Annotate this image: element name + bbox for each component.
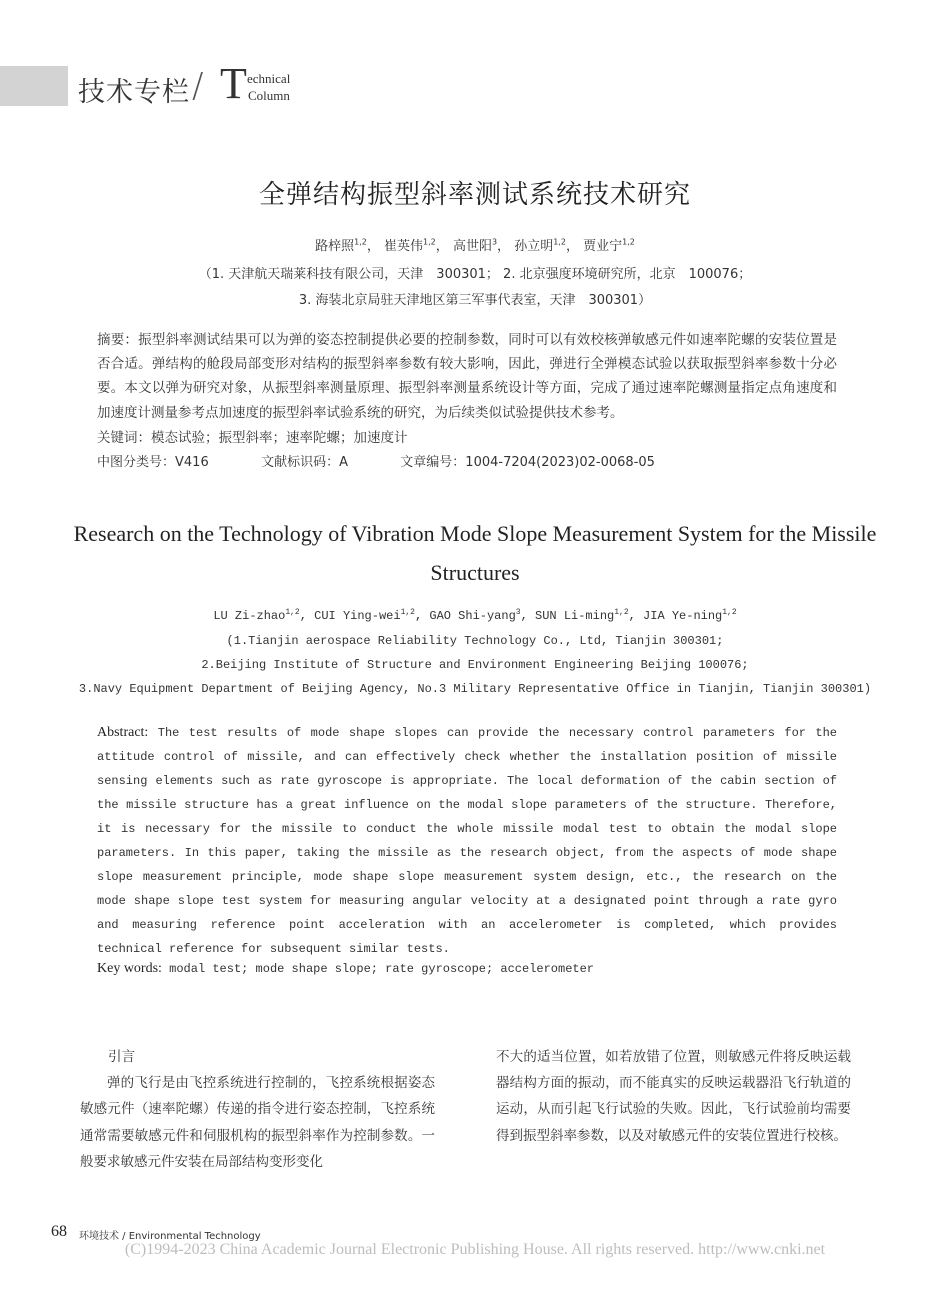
paper-title-en: Research on the Technology of Vibration Mode Slope Measurement System for the Missile Structures — [73, 521, 877, 585]
affiliation-en-line2: 2.Beijing Institute of Structure and Environment Engineering Beijing 100076; — [201, 658, 749, 672]
author-cn: 路梓照$^{1,2}$， — [315, 237, 380, 254]
author-en: LU Zi-zhao$^{1,2}$, — [213, 608, 315, 623]
keywords-en-text: modal test; mode shape slope; rate gyroscope; accelerometer — [169, 962, 595, 976]
keywords-cn — [97, 426, 408, 446]
classification-row — [97, 451, 857, 470]
keywords-en-label: Key words: — [97, 961, 162, 976]
affiliation-cn-line1: （1. 天津航天瑞莱科技有限公司，天津 300301； 2. 北京强度环境研究所，北京 100076； — [198, 267, 752, 282]
author-cn: 孙立明$^{1,2}$， — [514, 237, 579, 254]
column-tab-shape — [0, 66, 68, 106]
abstract-cn-text: 振型斜率测试结果可以为弹的姿态控制提供必要的控制参数，同时可以有效校核弹敏感元件如速率陀螺的安装位置是否合适。弹结构的舱段局部变形对结构的振型斜率参数有较大影响，因此，弹进行全弹模态试验以获取振型斜率参数十分必要。本文以弹为研究对象，从振型斜率测量原理、振型斜率测量系统设计等方面，完成了通过速率陀螺测量指定点角速度和加速度计测量参考点加速度的振型斜率试验系统的研究，为后续类似试验提供技术参考。 — [97, 332, 838, 421]
clc-code: 中图分类号：V416 — [97, 455, 209, 470]
affiliation-cn-line2: 3. 海装北京局驻天津地区第三军事代表室，天津 300301） — [298, 293, 652, 308]
keywords-en — [97, 961, 594, 977]
author-en: JIA Ye-ning$^{1,2}$ — [643, 608, 737, 623]
abstract-cn-label: 摘要： — [97, 332, 139, 348]
document-code: 文献标识码：A — [261, 455, 349, 470]
journal-name: 环境技术 / Environmental Technology — [79, 1231, 261, 1242]
body-column-left — [80, 1044, 435, 1175]
keywords-cn-text: 模态试验；振型斜率；速率陀螺；加速度计 — [151, 430, 408, 446]
authors-cn — [0, 235, 950, 254]
author-cn: 崔英伟$^{1,2}$， — [384, 237, 449, 254]
author-en: CUI Ying-wei$^{1,2}$, — [314, 608, 430, 623]
paper-title-cn: 全弹结构振型斜率测试系统技术研究 — [258, 180, 691, 210]
column-title-cn: 技术专栏 — [78, 77, 190, 108]
affiliation-en-line3: 3.Navy Equipment Department of Beijing Agency, No.3 Military Representative Office in Tianjin, Tianjin 300301) — [78, 682, 872, 696]
abstract-en-label: Abstract: — [97, 725, 149, 740]
authors-en — [0, 609, 950, 623]
page-number: 68 — [51, 1223, 67, 1240]
author-cn: 贾业宁$^{1,2}$ — [583, 237, 635, 254]
abstract-en-text: The test results of mode shape slopes can provide the necessary control parameters for the attitude control of missile, and can effectively check whether the installation position of missile sensing elements such as rate gyroscope is appropriate. The local deformation of the cabin section of the missile structure has a great influence on the modal slope parameters of the structure. Therefore, it is necessary for the missile to conduct the whole missile modal test to obtain the modal slope parameters. In this paper, taking the missile as the research object, from the aspects of mode shape slope measurement principle, mode shape slope measurement system design, etc., the research on the mode shape slope test system for measuring angular velocity at a designated point through a rate gyro and measuring reference point acceleration with an accelerometer is completed, which provides technical reference for subsequent similar tests. — [97, 726, 838, 956]
keywords-cn-label: 关键词： — [97, 430, 151, 446]
affiliation-en-line1: (1.Tianjin aerospace Reliability Technology Co., Ltd, Tianjin 300301; — [226, 634, 724, 648]
column-title-en-initial: T — [220, 59, 247, 108]
author-en: GAO Shi-yang$^3$, — [429, 608, 536, 623]
abstract-cn — [97, 328, 837, 425]
column-title-en-line2: Column — [248, 88, 290, 103]
author-cn: 高世阳$^3$， — [452, 237, 511, 254]
body-column-right — [496, 1044, 851, 1149]
author-en: SUN Li-ming$^{1,2}$, — [535, 608, 644, 623]
column-slash: / — [192, 66, 204, 106]
body-paragraph-left: 弹的飞行是由飞控系统进行控制的，飞控系统根据姿态敏感元件（速率陀螺）传递的指令进行姿态控制，飞控系统通常需要敏感元件和伺服机构的振型斜率作为控制参数。一般要求敏感元件安装在局部结构变形变化 — [80, 1075, 435, 1170]
article-number: 文章编号：1004-7204(2023)02-0068-05 — [400, 455, 655, 470]
body-paragraph-right: 不大的适当位置，如若放错了位置，则敏感元件将反映运载器结构方面的振动，而不能真实的反映运载器沿飞行轨道的运动，从而引起飞行试验的失败。因此，飞行试验前均需要得到振型斜率参数，以及对敏感元件的安装位置进行校核。 — [496, 1049, 851, 1144]
copyright-watermark: (C)1994-2023 China Academic Journal Electronic Publishing House. All rights reserved. http://www.cnki.net — [124, 1241, 826, 1258]
section-heading: 引言 — [108, 1049, 135, 1065]
abstract-en — [97, 721, 837, 961]
column-title-en-line1: echnical — [247, 71, 291, 86]
